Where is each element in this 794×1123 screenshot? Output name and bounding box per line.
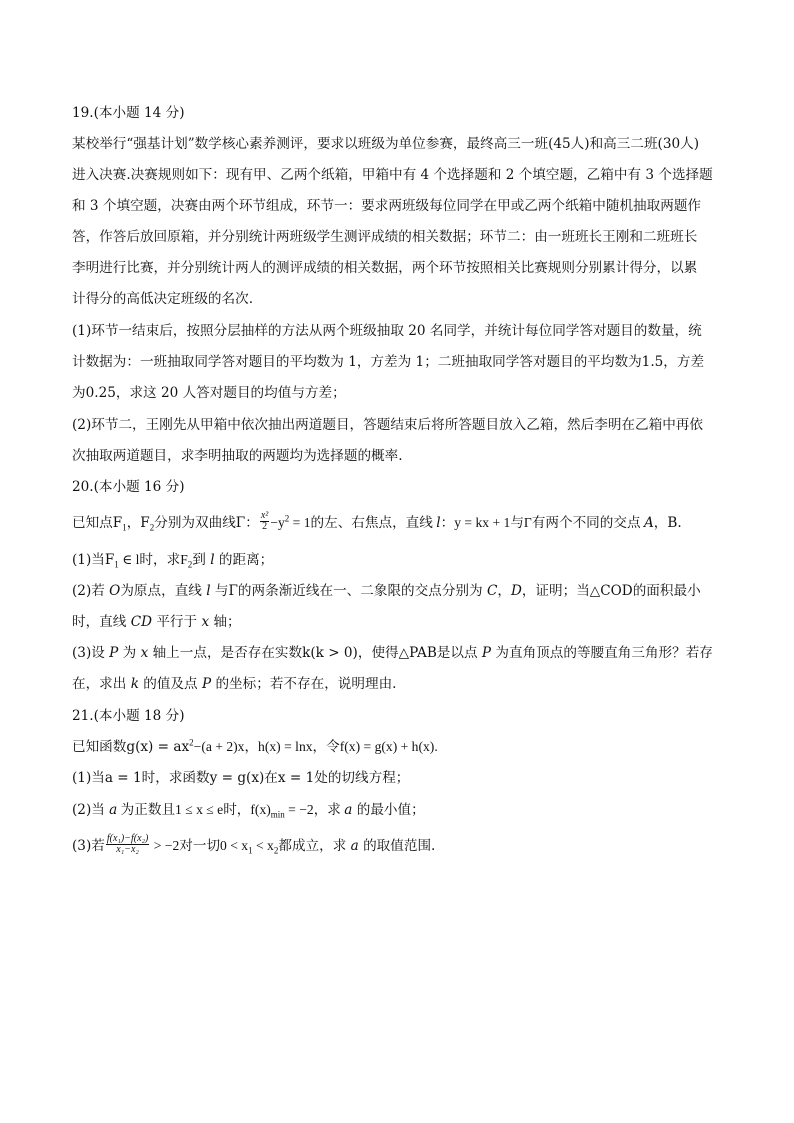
q20-part2-line-2: 时，直线 CD 平行于 x 轴；	[72, 614, 241, 630]
q19-part1-line-1: (1)环节一结束后，按照分层抽样的方法从两个班级抽取 20 名同学，并统计每位同学答对题目的数量，统	[72, 323, 702, 339]
q21-part2: (2)当 a 为正数且1 ≤ x ≤ e时，$f(x)_{min} = -2$，求 a 的最小值；	[72, 802, 425, 820]
q19-stem-line-6: 计得分的高低决定班级的名次.	[72, 291, 254, 307]
q20-header: 20.(本小题 16 分)	[72, 479, 185, 495]
q20-part2-line-1: (2)若 O为原点，直线 l 与Γ的两条渐近线在一、二象限的交点分别为 C，D，证明；当△COD的面积最小	[72, 583, 701, 599]
q21-header: 21.(本小题 18 分)	[72, 708, 185, 724]
q19-stem-line-5: 李明进行比赛，并分别统计两人的测评成绩的相关数据，两个环节按照相关比赛规则分别累计得分，以累	[72, 260, 698, 276]
q21-stem: 已知函数$g(x) = ax^2-(a + 2)x$，h(x) = lnx，令f(x) = g(x) + h(x).	[72, 737, 438, 755]
q19-part2-line-2: 次抽取两道题目，求李明抽取的两题均为选择题的概率.	[72, 448, 403, 464]
q21-part1: (1)当a = 1时，求函数y = g(x)在x = 1处的切线方程；	[72, 770, 410, 786]
q21-part3: (3)若 $\frac{\text{f(x₁)−f(x₂)}}{\text{x₁−x₂}}$ > −2对一切$0 < x_1 < x_2$都成立，求 a 的取值范围.	[72, 833, 436, 856]
q19-header: 19.(本小题 14 分)	[72, 105, 185, 121]
q19-stem-line-2: 进入决赛.决赛规则如下：现有甲、乙两个纸箱，甲箱中有 4 个选择题和 2 个填空题，乙箱中有 3 个选择题	[72, 167, 713, 183]
q20-part3-line-1: (3)设 P 为 x 轴上一点，是否存在实数k(k > 0)，使得△PAB是以点 P 为直角顶点的等腰直角三角形？若存	[72, 645, 713, 661]
q19-stem-line-4: 答，作答后放回原箱，并分别统计两班级学生测评成绩的相关数据；环节二：由一班班长王刚和二班班长	[72, 229, 698, 245]
q20-stem: 已知点$F_1$，$F_2$分别为双曲线Γ： $\frac{\text{x²}}{2}$ $-y^2 = 1$的左、右焦点，直线 l：y = kx + 1与Γ有两个不同的交点 A，B.	[72, 510, 682, 533]
q20-part3-line-2: 在，求出 k 的值及点 P 的坐标；若不存在，说明理由.	[72, 676, 397, 692]
q19-part2-line-1: (2)环节二，王刚先从甲箱中依次抽出两道题目，答题结束后将所答题目放入乙箱，然后李明在乙箱中再依	[72, 417, 703, 433]
q19-part1-line-3: 为0.25，求这 20 人答对题目的均值与方差；	[72, 385, 346, 401]
q19-stem-line-3: 和 3 个填空题，决赛由两个环节组成，环节一：要求两班级每位同学在甲或乙两个纸箱中随机抽取两题作	[72, 198, 702, 214]
hyperbola-fraction: $\frac{\text{x²}}{2}$	[260, 510, 269, 532]
q19-part1-line-2: 计数据为：一班抽取同学答对题目的平均数为 1，方差为 1；二班抽取同学答对题目的平均数为1.5，方差	[72, 354, 705, 370]
q19-stem-line-1: 某校举行“强基计划”数学核心素养测评，要求以班级为单位参赛，最终高三一班(45人)和高三二班(30人)	[72, 136, 700, 152]
q20-part1: (1)当$F_1$ ∈ l时，求$F_2$到 l 的距离；	[72, 552, 274, 570]
difference-quotient-fraction: $\frac{\text{f(x₁)−f(x₂)}}{\text{x₁−x₂}}$	[106, 833, 149, 855]
